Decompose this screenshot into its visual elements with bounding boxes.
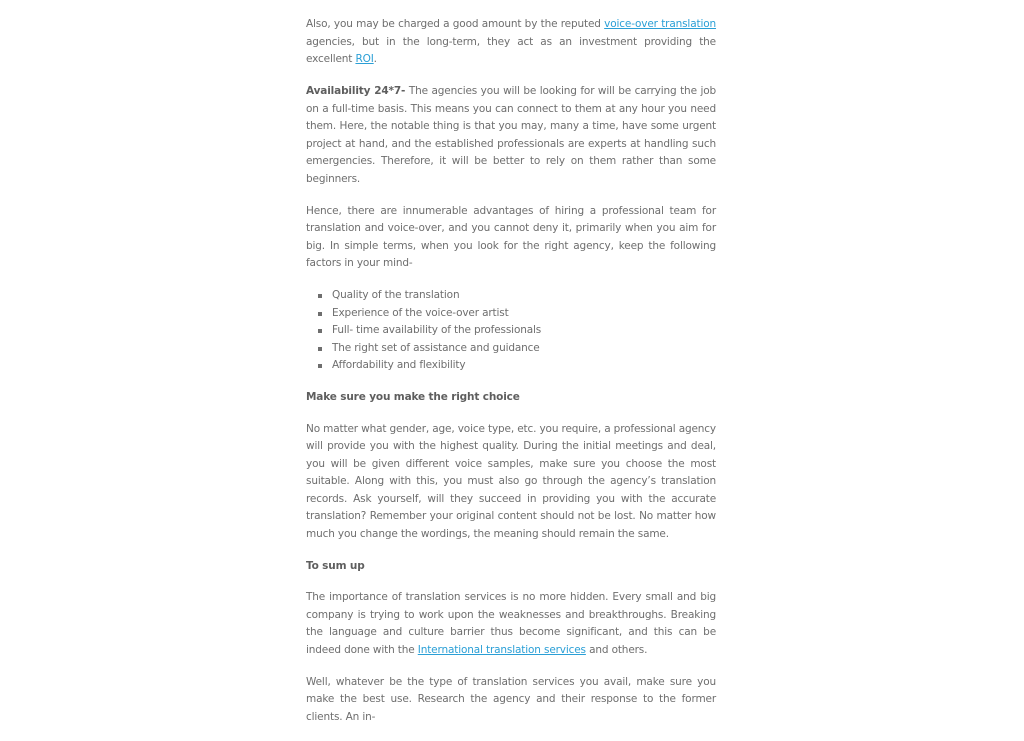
list-item: Experience of the voice-over artist (332, 305, 716, 323)
list-item: Affordability and flexibility (332, 357, 716, 375)
paragraph-closing: Well, whatever be the type of translation services you avail, make sure you make the best use. Research the agency and their response to the former clients. An in- (306, 675, 716, 723)
availability-label: Availability 24*7- (306, 85, 406, 97)
document-page (306, 16, 716, 741)
factors-list (306, 287, 716, 375)
paragraph-text: . (373, 53, 377, 65)
paragraph-text: Also, you may be charged a good amount by the reputed (306, 18, 605, 30)
paragraph-text: and others. (585, 643, 648, 656)
section-heading-right-choice: Make sure you make the right choice (306, 391, 520, 403)
paragraph-availability (306, 83, 716, 188)
roi-link[interactable]: ROI (355, 53, 374, 65)
list-item: Quality of the translation (332, 287, 716, 305)
paragraph-text: The importance of translation services is no more hidden. Every small and big company is trying to work upon the weaknesses and breakthroughs. Breaking the language and culture barrier thus become significant, and this can be indeed done with the (306, 591, 716, 656)
paragraph-roi (306, 16, 716, 69)
voice-over-translation-link[interactable]: voice-over translation (604, 18, 717, 30)
paragraph-advantages: Hence, there are innumerable advantages of hiring a professional team for translation and voice-over, and you cannot deny it, primarily when you aim for big. In simple terms, when you look for the right agency, keep the following factors in your mind- (306, 204, 716, 269)
list-item: The right set of assistance and guidance (332, 340, 716, 358)
paragraph-importance (306, 589, 716, 659)
list-item: Full- time availability of the professionals (332, 322, 716, 340)
section-heading-sum-up: To sum up (306, 559, 365, 572)
international-translation-services-link[interactable]: International translation services (417, 643, 586, 656)
paragraph-right-choice: No matter what gender, age, voice type, etc. you require, a professional agency will provide you with the highest quality. During the initial meetings and deal, you will be given different voice samples, make sure you choose the most suitable. Along with this, you must also go through the agency’s translation records. Ask yourself, will they succeed in providing you with the accurate translation? Remember your original content should not be lost. No matter how much you change the wordings, the meaning should remain the same. (306, 422, 716, 540)
paragraph-text: The agencies you will be looking for will be carrying the job on a full-time basis. This means you can connect to them at any hour you need them. Here, the notable thing is that you may, many a time, have some urgent project at hand, and the established professionals are experts at handling such emergencies. Therefore, it will be better to rely on them rather than some beginners. (306, 85, 716, 185)
paragraph-text: agencies, but in the long-term, they act as an investment providing the excellent (306, 35, 716, 65)
